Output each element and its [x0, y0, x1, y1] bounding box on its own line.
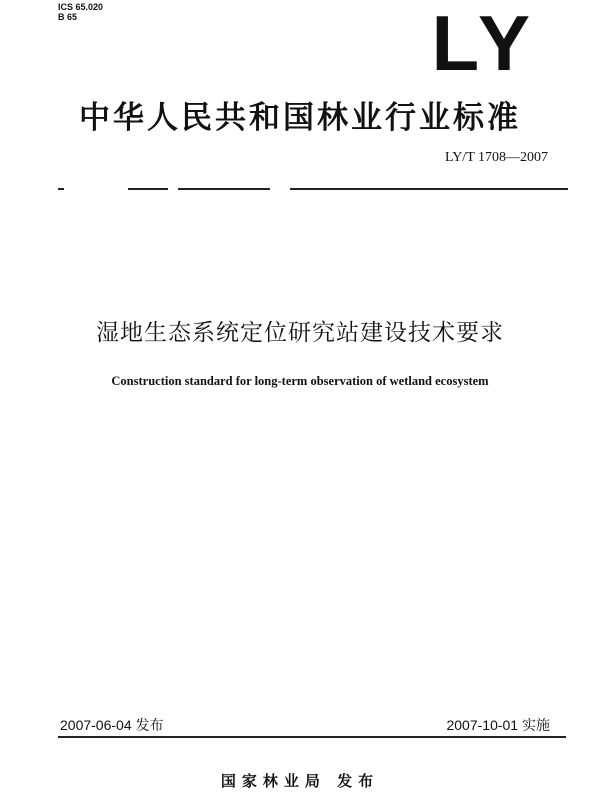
document-title-zh: 湿地生态系统定位研究站建设技术要求: [96, 320, 504, 346]
header-rule-segment: [128, 188, 168, 190]
ly-logo: LY: [431, 0, 536, 87]
implementation-date: 2007-10-01 实施: [446, 717, 550, 733]
issue-date: 2007-06-04 发布: [60, 717, 164, 733]
document-title-en: Construction standard for long-term observation of wetland ecosystem: [111, 374, 489, 388]
ics-code: ICS 65.020: [58, 2, 104, 12]
standard-number: LY/T 1708—2007: [445, 150, 548, 165]
header-rule-segment: [290, 188, 568, 190]
ccs-code: B 65: [58, 12, 78, 22]
classification-codes: [58, 2, 103, 22]
issuer-title: 中华人民共和国林业行业标准: [79, 100, 521, 136]
publisher: 国家林业局 发布: [220, 772, 380, 790]
footer-divider: [58, 736, 566, 738]
header-rule-segment: [58, 188, 64, 190]
header-rule-segment: [178, 188, 270, 190]
